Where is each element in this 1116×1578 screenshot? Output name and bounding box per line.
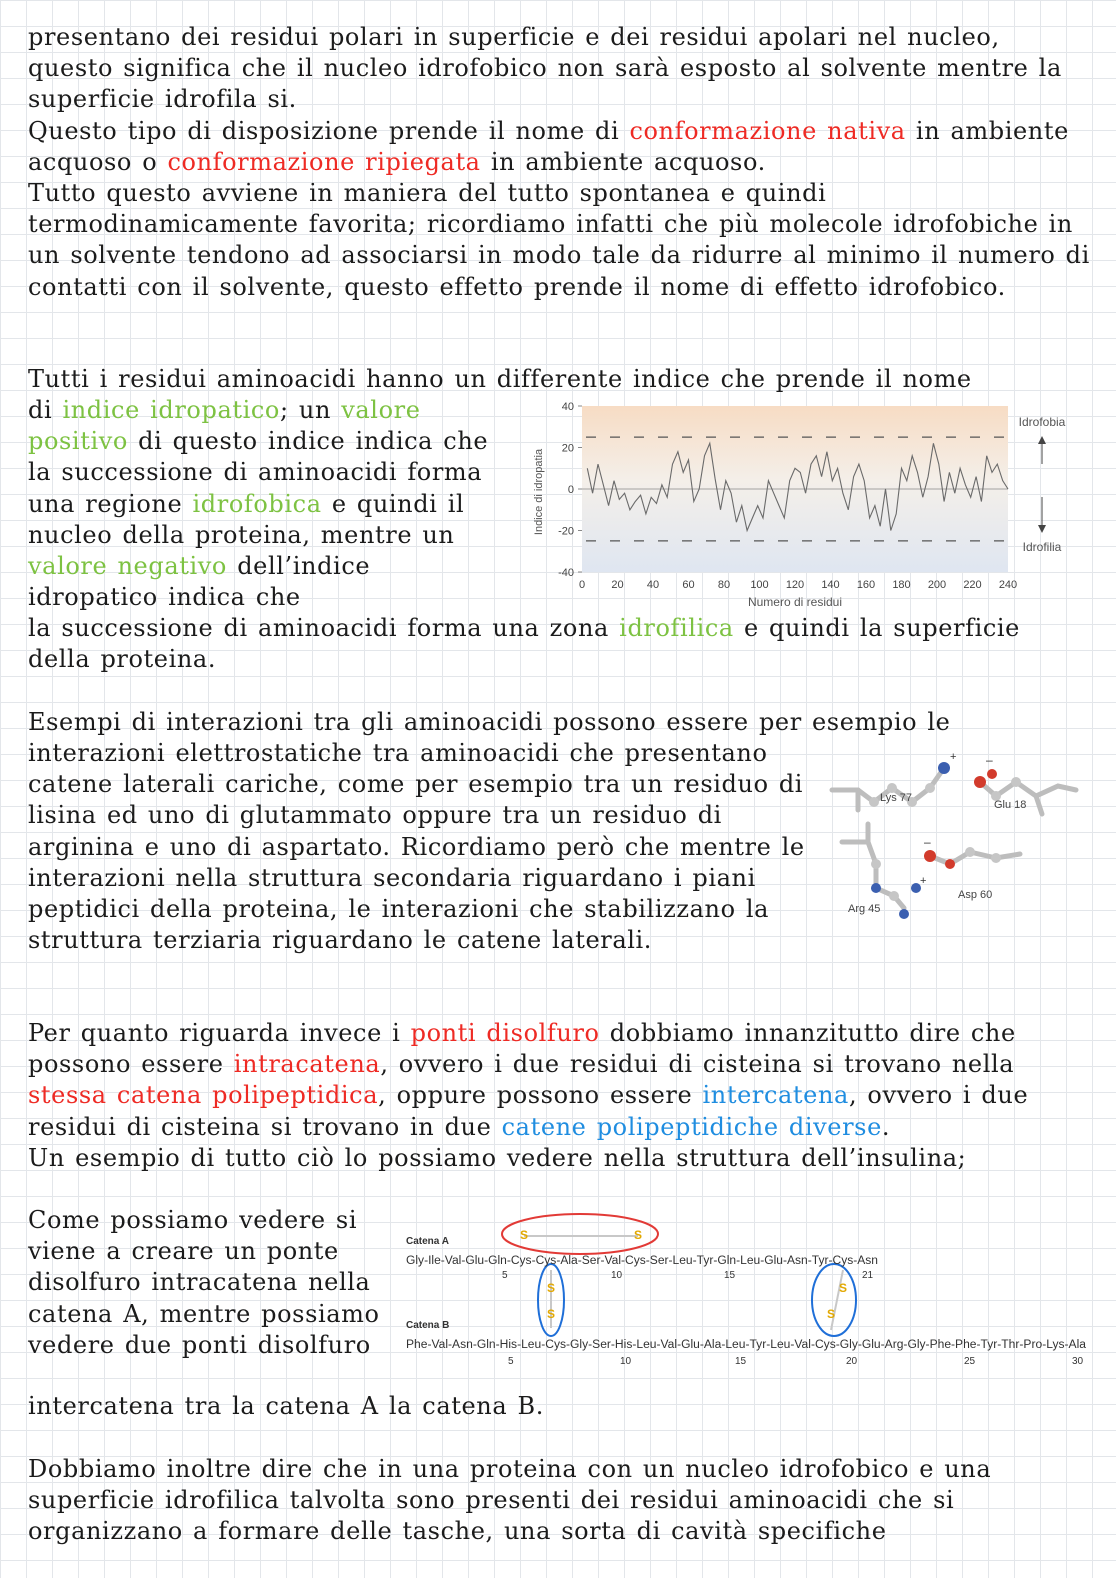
- intro-text-2: Questo tipo di disposizione prende il nome di: [28, 116, 630, 145]
- x-tick-label: 100: [750, 579, 769, 591]
- interactions-heading-line: Esempi di interazioni tra gli aminoacidi possono essere per esempio le: [28, 708, 951, 736]
- hydro-text-5: e quindi il nucleo della proteina, mentre un: [28, 489, 465, 549]
- sulfur-b7: S: [546, 1307, 556, 1321]
- y-tick-label: -20: [558, 525, 574, 538]
- highlight-stessa-catena: stessa catena polipeptidica: [28, 1081, 379, 1110]
- hydro-text-2: di: [28, 396, 63, 424]
- lys-charge: +: [950, 751, 957, 763]
- highlight-intercatena: intercatena: [702, 1081, 849, 1110]
- annotation-idrofilia: Idrofilia: [1022, 540, 1062, 554]
- intro-paragraph: [28, 22, 1092, 303]
- hydro-text-3: ; un: [279, 396, 342, 424]
- highlight-indice-idropatico: indice idropatico: [62, 396, 280, 424]
- hydro-paragraph-left: [28, 395, 508, 613]
- hydropathy-chart: [530, 402, 1076, 610]
- label-arg-45: Arg 45: [848, 903, 881, 915]
- highlight-valore-positivo: valore positivo: [28, 396, 421, 456]
- asp-charge: –: [924, 835, 931, 849]
- intro-text-4: in ambiente acquoso.: [480, 147, 766, 176]
- chain-b-sequence: Phe-Val-Asn-Gln-His-Leu-Cys-Gly-Ser-His-Leu-Val-Glu-Ala-Leu-Tyr-Leu-Val-Cys-Gly-Glu-Arg-Gly-Phe-Phe-Tyr-Thr-Pro-Lys-Ala: [406, 1339, 1087, 1351]
- final-paragraph: Dobbiamo inoltre dire che in una proteina con un nucleo idrofobico e una superficie idrofilica talvolta sono presenti dei residui aminoacidi che si organizzano a formare delle tasche, una sorta di cavità specifiche: [28, 1455, 992, 1546]
- atoms: [869, 762, 1021, 919]
- x-tick-label: 120: [785, 579, 805, 591]
- sulfur-a20: S: [838, 1281, 848, 1295]
- hydro-text-7: la successione di aminoacidi forma una zona: [28, 614, 620, 642]
- chain-b-label: Catena B: [406, 1320, 450, 1331]
- intro-text-1: presentano dei residui polari in superficie e dei residui apolari nel nucleo, questo significa che il nucleo idrofobico non sarà esposto al solvente mentre la superficie idrofila si.: [28, 23, 1062, 114]
- annotation-idrofobia: Idrofobia: [1018, 415, 1066, 429]
- sulfur-a11: S: [633, 1228, 643, 1242]
- interchain-bridge-2-highlight: [812, 1264, 856, 1336]
- y-tick-label: -40: [558, 567, 574, 579]
- interactions-paragraph: interazioni elettrostatiche tra aminoacidi che presentano catene laterali cariche, come per esempio tra un residuo di lisina ed uno di glutammato oppure tra un residuo di arginina e uno di aspartato. Ricordiamo però che mentre le interazioni nella struttura secondaria riguardano i piani peptidici della proteina, le interazioni che stabilizzano la struttura terziaria riguardano le catene laterali.: [28, 739, 805, 955]
- x-axis-ticks: [579, 579, 1017, 591]
- sidechain-interactions-figure: [820, 738, 1082, 938]
- arrow-up-head-icon: [1038, 436, 1046, 444]
- disulfide-text-1: Per quanto riguarda invece i: [28, 1019, 411, 1047]
- disulfide-text-2: dobbiamo innanzitutto dire che possono essere: [28, 1019, 1016, 1079]
- label-glu-18: Glu 18: [994, 799, 1027, 811]
- chain-b-num-15: 15: [735, 1356, 747, 1367]
- disulfide-text-4: , oppure possono essere: [378, 1081, 703, 1110]
- disulfide-text-7: Un esempio di tutto ciò lo possiamo vedere nella struttura dell’insulina;: [28, 1143, 967, 1172]
- y-tick-label: 0: [567, 484, 574, 496]
- label-lys-77: Lys 77: [880, 792, 913, 804]
- chain-b-num-30: 30: [1072, 1356, 1084, 1367]
- hydro-paragraph-bottom: [28, 613, 1092, 675]
- disulfide-text-3: , ovvero i due residui di cisteina si trovano nella: [380, 1050, 1015, 1079]
- sulfur-a6: S: [519, 1228, 529, 1242]
- chain-a-num-21: 21: [862, 1270, 874, 1281]
- x-tick-label: 20: [611, 579, 624, 591]
- disulfide-left-text: Come possiamo vedere si viene a creare un ponte disolfuro intracatena nella catena A, mentre possiamo vedere due ponti disolfuro: [28, 1206, 380, 1359]
- x-tick-label: 220: [963, 579, 982, 591]
- hydro-text-8: e quindi la superficie della proteina.: [28, 614, 1020, 674]
- sulfur-a7: S: [546, 1281, 556, 1295]
- hydro-heading-line: Tutti i residui aminoacidi hanno un differente indice che prende il nome: [28, 365, 972, 393]
- highlight-idrofobica: idrofobica: [192, 489, 322, 518]
- chain-b-num-20: 20: [846, 1356, 858, 1367]
- glu-charge: –: [986, 753, 993, 767]
- sulfur-b19: S: [826, 1307, 836, 1321]
- y-axis-ticks: [558, 402, 582, 579]
- y-tick-label: 40: [561, 402, 574, 413]
- chain-b-num-25: 25: [964, 1356, 976, 1367]
- chain-a-num-15: 15: [724, 1270, 736, 1281]
- y-axis-label: Indice di idropatia: [533, 448, 545, 536]
- x-tick-label: 180: [892, 579, 911, 591]
- hydro-text-6: dell’indice idropatico indica che: [28, 552, 371, 612]
- asp-chain: [930, 852, 1020, 864]
- y-tick-label: 20: [561, 442, 574, 455]
- disulfide-text-6: .: [881, 1112, 891, 1141]
- glu-oxygen-atom: [974, 776, 986, 788]
- chain-b-num-10: 10: [620, 1356, 632, 1367]
- highlight-intracatena: intracatena: [233, 1050, 381, 1079]
- x-tick-label: 140: [821, 579, 840, 591]
- disulfide-text-5: , ovvero i due residui di cisteina si trovano in due: [28, 1081, 1029, 1141]
- x-tick-label: 80: [717, 579, 731, 591]
- arrow-down-head-icon: [1038, 525, 1046, 533]
- chain-a-num-10: 10: [611, 1270, 623, 1281]
- x-tick-label: 60: [682, 579, 695, 591]
- chain-a-sequence: Gly-Ile-Val-Glu-Gln-Cys-Cys-Ala-Ser-Val-Cys-Ser-Leu-Tyr-Gln-Leu-Glu-Asn-Tyr-Cys-Asn: [406, 1255, 878, 1267]
- hydro-text-4: di questo indice indica che la successione di aminoacidi forma una regione: [28, 427, 489, 518]
- highlight-catene-diverse: catene polipeptidiche diverse: [501, 1112, 882, 1141]
- chain-b-num-5: 5: [508, 1356, 514, 1367]
- x-tick-label: 40: [646, 579, 660, 591]
- x-tick-label: 160: [856, 579, 876, 591]
- highlight-idrofilica: idrofilica: [619, 614, 734, 642]
- highlight-conformazione-ripiegata: conformazione ripiegata: [167, 147, 481, 176]
- highlight-conformazione-nativa: conformazione nativa: [629, 116, 906, 145]
- x-tick-label: 200: [927, 579, 947, 591]
- intro-text-3: in ambiente acquoso o: [28, 116, 1069, 176]
- arg-charge: +: [920, 875, 927, 887]
- x-tick-label: 240: [998, 579, 1018, 591]
- disulfide-closing-line: intercatena tra la catena A la catena B.: [28, 1392, 544, 1420]
- lys-nitrogen-atom: [938, 762, 950, 774]
- label-asp-60: Asp 60: [958, 889, 993, 901]
- chain-a-num-5: 5: [502, 1270, 508, 1281]
- disulfide-paragraph: [28, 1018, 1092, 1174]
- highlight-valore-negativo: valore negativo: [28, 552, 227, 581]
- x-tick-label: 0: [578, 579, 586, 591]
- asp-oxygen-atom: [924, 850, 936, 862]
- chain-a-label: Catena A: [406, 1236, 449, 1247]
- highlight-ponti-disolfuro: ponti disolfuro: [410, 1019, 600, 1047]
- x-axis-label: Numero di residui: [747, 595, 843, 609]
- intro-text-5: Tutto questo avviene in maniera del tutto spontanea e quindi termodinamicamente favorita; ricordiamo infatti che più molecole idrofobiche in un solvente tendono ad associarsi in modo tale da ridurre al minimo il numero di contatti con il solvente, questo effetto prende il nome di effetto idrofobico.: [28, 179, 1090, 301]
- insulin-figure: [400, 1212, 1090, 1374]
